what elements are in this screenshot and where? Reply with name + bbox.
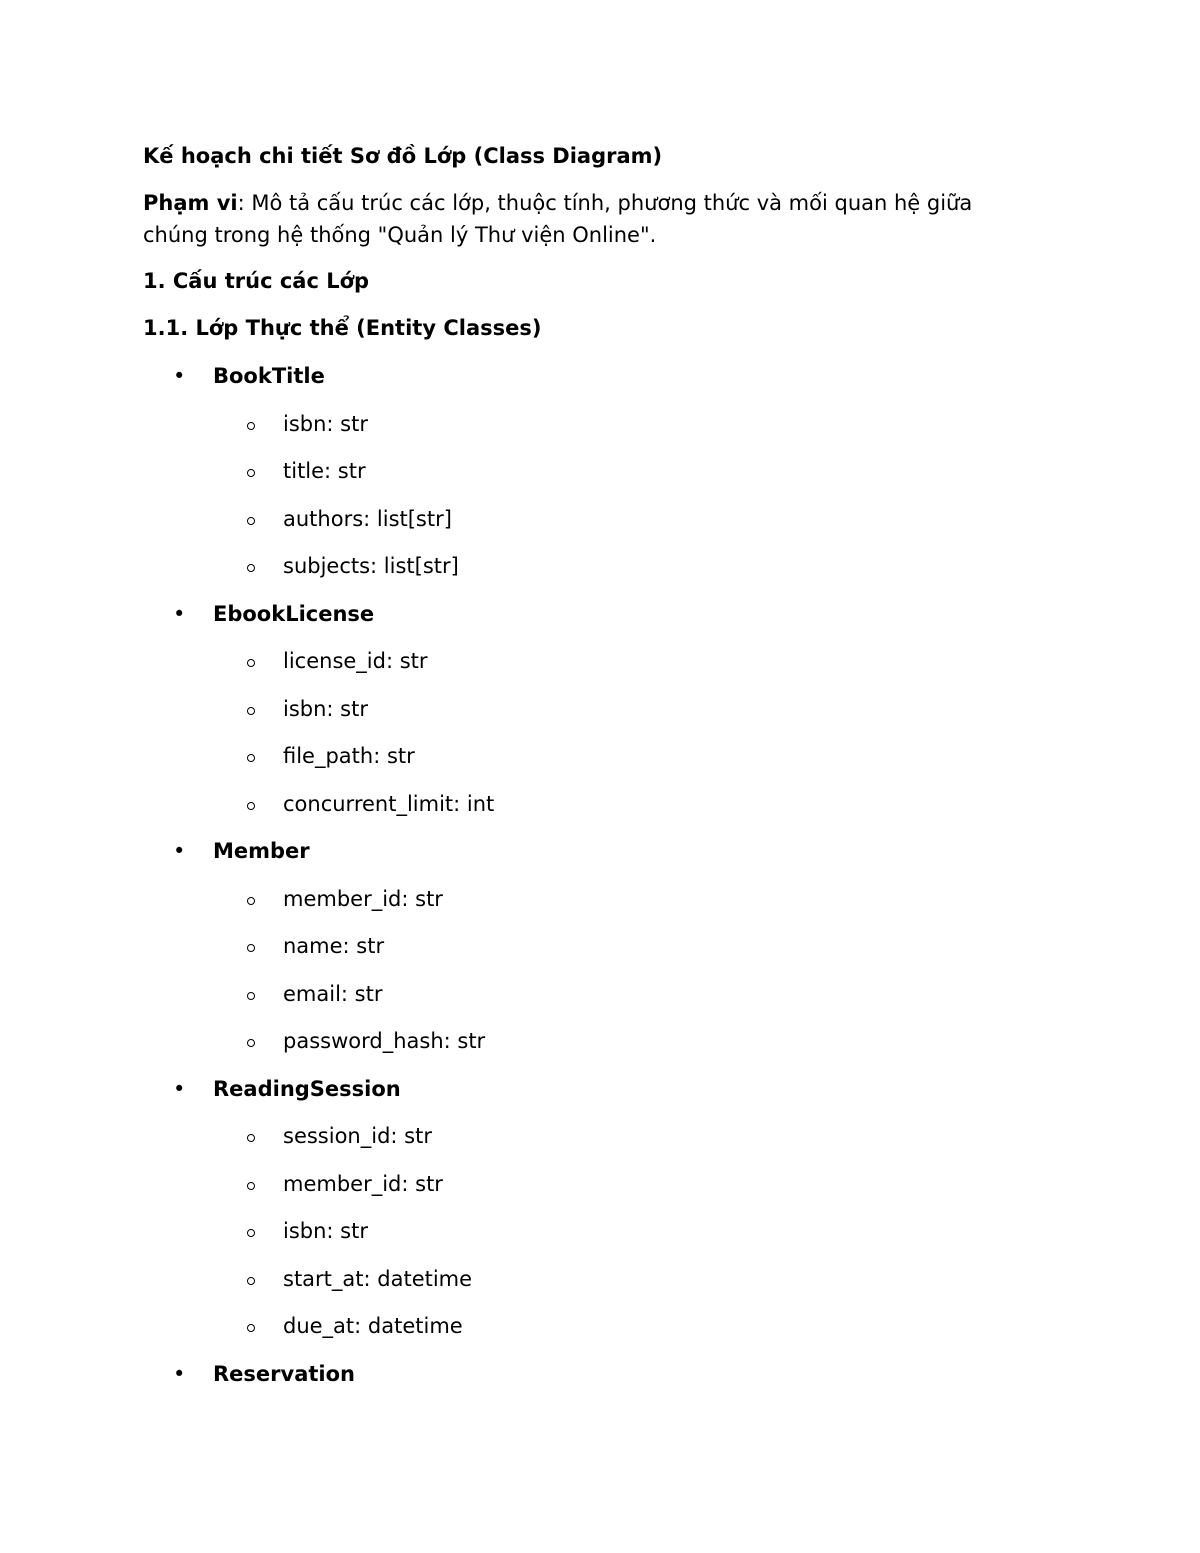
bullet-icon: • <box>173 364 186 388</box>
attribute-list-item <box>0 409 1200 457</box>
circle-bullet-icon <box>247 1182 255 1190</box>
attribute-list-item <box>0 1311 1200 1359</box>
circle-bullet-icon <box>247 517 255 525</box>
circle-bullet-icon <box>247 897 255 905</box>
circle-bullet-icon <box>247 1277 255 1285</box>
attribute-list-item <box>0 694 1200 742</box>
circle-bullet-icon <box>247 707 255 715</box>
attribute-list-item <box>0 1121 1200 1169</box>
circle-bullet-icon <box>247 564 255 572</box>
attribute-text: authors: list[str] <box>283 506 452 531</box>
attribute-list-item <box>0 979 1200 1027</box>
attribute-list-item <box>0 456 1200 504</box>
section-heading: 1. Cấu trúc các Lớp <box>143 269 370 293</box>
attribute-text: isbn: str <box>283 411 368 436</box>
bullet-icon: • <box>173 1076 186 1101</box>
circle-bullet-icon <box>247 659 255 667</box>
circle-bullet-icon <box>247 422 255 430</box>
circle-bullet-icon <box>247 944 255 952</box>
class-list-item <box>0 836 1200 884</box>
attribute-list-item <box>0 741 1200 789</box>
attribute-text: member_id: str <box>283 1171 443 1196</box>
attribute-text: title: str <box>283 459 366 483</box>
class-list-item <box>0 599 1200 647</box>
bullet-icon: • <box>173 601 186 626</box>
attribute-list-item <box>0 646 1200 694</box>
attribute-list-item <box>0 789 1200 837</box>
attribute-list-item <box>0 1264 1200 1312</box>
attribute-text: start_at: datetime <box>283 1266 473 1291</box>
attribute-text: name: str <box>283 934 385 958</box>
attribute-text: password_hash: str <box>283 1029 486 1053</box>
circle-bullet-icon <box>247 1229 255 1237</box>
class-list-item <box>0 1359 1200 1407</box>
attribute-list-item <box>0 1026 1200 1074</box>
bullet-icon: • <box>173 1361 186 1386</box>
attribute-list-item <box>0 931 1200 979</box>
attribute-text: member_id: str <box>283 886 443 911</box>
bullet-icon: • <box>173 839 186 863</box>
attribute-text: subjects: list[str] <box>283 554 459 578</box>
class-list <box>0 361 1200 1406</box>
attribute-list-item <box>0 884 1200 932</box>
attribute-list-item <box>0 504 1200 552</box>
scope-text: : Mô tả cấu trúc các lớp, thuộc tính, phương thức và mối quan hệ giữa chúng trong hệ thống "Quản lý Thư viện Online". <box>143 191 973 247</box>
circle-bullet-icon <box>247 992 255 1000</box>
attribute-text: license_id: str <box>283 649 428 673</box>
class-list-item <box>0 1074 1200 1122</box>
attribute-text: session_id: str <box>283 1124 432 1148</box>
attribute-text: isbn: str <box>283 696 368 721</box>
attribute-list-item <box>0 551 1200 599</box>
attribute-text: concurrent_limit: int <box>283 791 495 816</box>
class-name: BookTitle <box>213 364 325 388</box>
attribute-list-item <box>0 1216 1200 1264</box>
attribute-text: email: str <box>283 981 383 1006</box>
class-name: EbookLicense <box>213 601 375 626</box>
class-list-item <box>0 361 1200 409</box>
circle-bullet-icon <box>247 1324 255 1332</box>
circle-bullet-icon <box>247 1039 255 1047</box>
attribute-list-item <box>0 1169 1200 1217</box>
circle-bullet-icon <box>247 802 255 810</box>
attribute-text: isbn: str <box>283 1219 368 1243</box>
scope-label: Phạm vi <box>143 191 238 215</box>
circle-bullet-icon <box>247 754 255 762</box>
class-name: ReadingSession <box>213 1076 401 1101</box>
class-name: Reservation <box>213 1361 355 1386</box>
scope-paragraph <box>143 187 1043 251</box>
circle-bullet-icon <box>247 469 255 477</box>
attribute-text: file_path: str <box>283 744 415 768</box>
class-name: Member <box>213 839 310 863</box>
circle-bullet-icon <box>247 1134 255 1142</box>
document-title: Kế hoạch chi tiết Sơ đồ Lớp (Class Diagram) <box>143 144 663 168</box>
subsection-heading: 1.1. Lớp Thực thể (Entity Classes) <box>143 316 542 340</box>
attribute-text: due_at: datetime <box>283 1314 463 1338</box>
